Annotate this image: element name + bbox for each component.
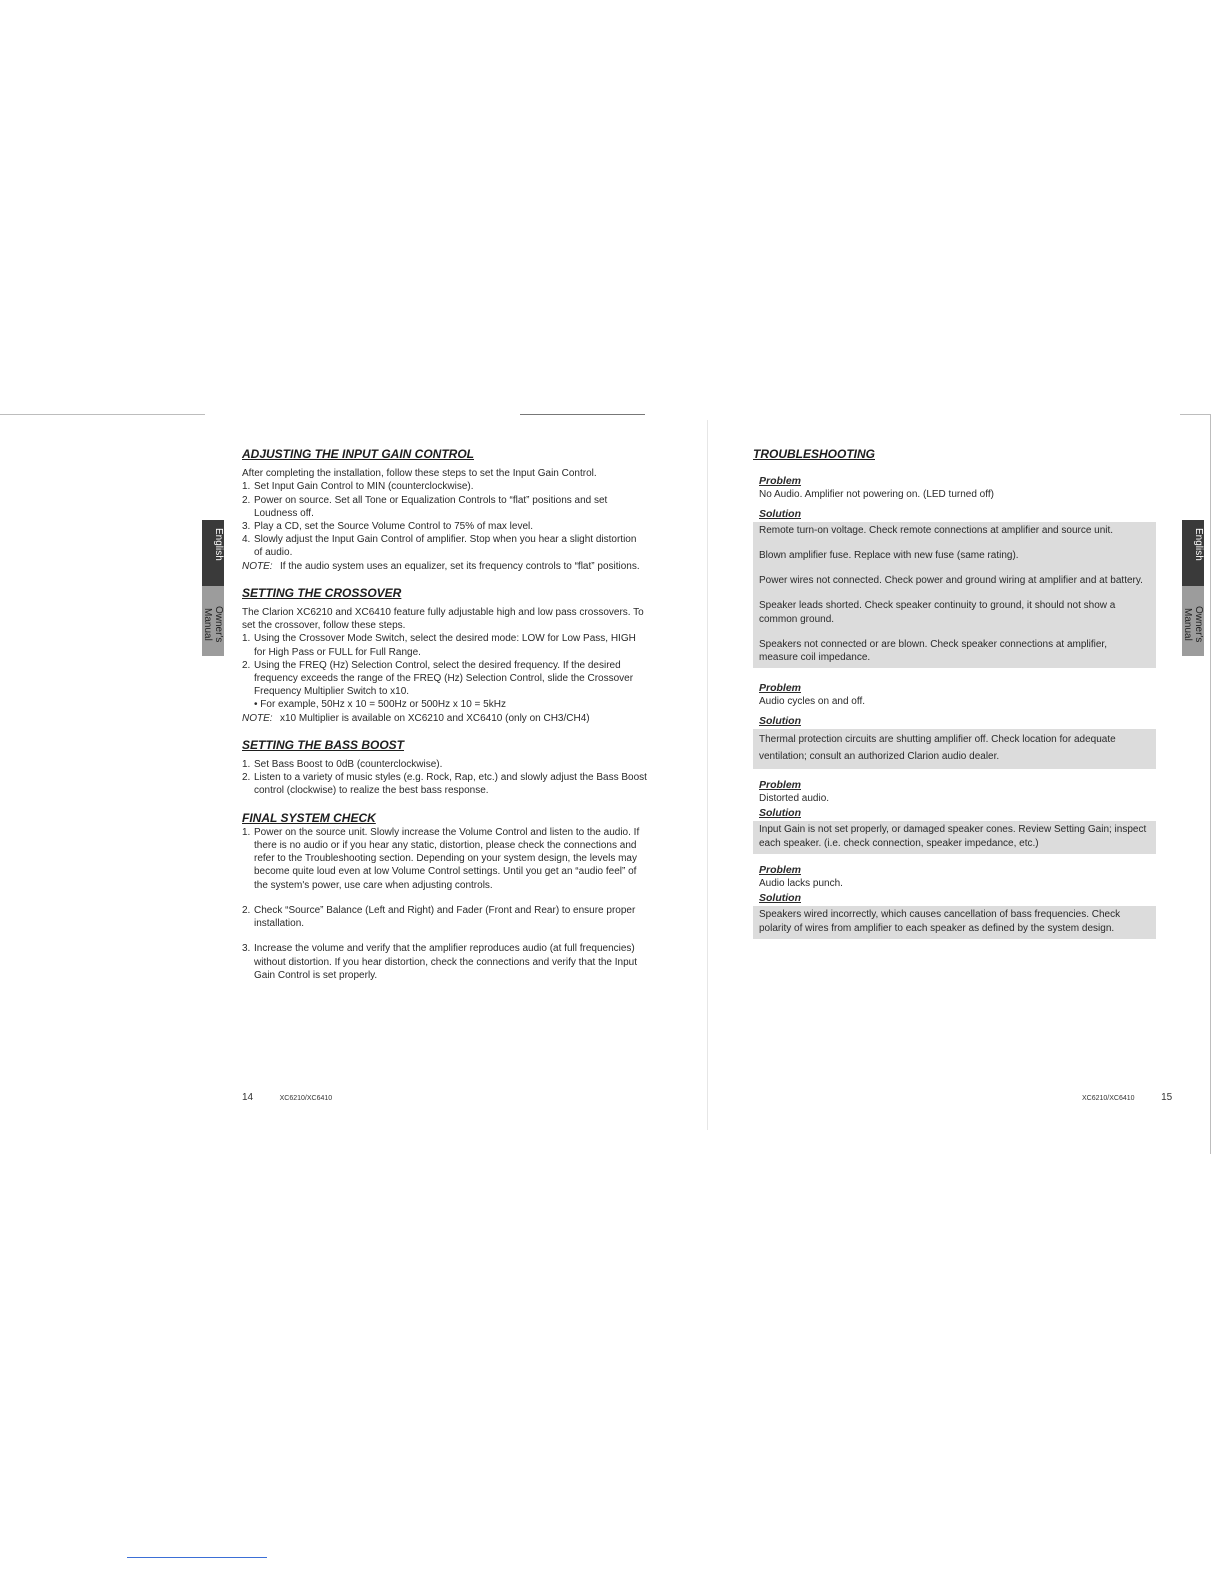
section-intro: After completing the installation, follow these steps to set the Input Gain Control.	[242, 468, 597, 480]
list-item	[242, 826, 647, 892]
step-number: 3.	[242, 943, 251, 955]
solution-text: Blown amplifier fuse. Replace with new fuse (same rating).	[759, 550, 1019, 562]
note-label: NOTE:	[242, 712, 273, 724]
step-text: Using the FREQ (Hz) Selection Control, select the desired frequency. If the desired frequency exceeds the range of the FREQ (Hz) Selection Control, slide the Crossover Frequency Multiplier Switch to x10.	[254, 659, 634, 698]
solution-box	[753, 906, 1156, 938]
manual-tab-label: Owner's Manual	[1182, 605, 1204, 643]
solution-text: Thermal protection circuits are shutting amplifier off. Check location for adequate ventilation; consult an authorized Clarion audio dealer.	[759, 733, 1116, 762]
step-text: Slowly adjust the Input Gain Control of amplifier. Stop when you hear a slight distortion of audio.	[254, 534, 637, 559]
problem-text: Audio cycles on and off.	[759, 696, 865, 708]
problem-text: Distorted audio.	[759, 793, 830, 805]
solution-box	[753, 821, 1156, 853]
top-rule-left	[0, 414, 205, 415]
top-rule-right	[1180, 414, 1210, 415]
problem-heading: Problem	[759, 682, 802, 695]
trouble-item	[753, 779, 1158, 854]
step-number: 1.	[242, 481, 251, 493]
list-item	[242, 942, 647, 982]
trouble-item	[753, 864, 1158, 939]
step-text: Play a CD, set the Source Volume Control to 75% of max level.	[254, 521, 534, 533]
step-text: Power on source. Set all Tone or Equalization Controls to “flat” positions and set Loudness off.	[254, 494, 608, 519]
step-number: 2.	[242, 772, 251, 784]
note-text: x10 Multiplier is available on XC6210 and XC6410 (only on CH3/CH4)	[280, 712, 590, 724]
trouble-item	[753, 475, 1158, 668]
manual-tab-left	[202, 586, 224, 656]
list-item	[242, 904, 647, 930]
right-edge-line	[1210, 414, 1211, 1154]
manual-tab-right	[1182, 586, 1204, 656]
language-tab-right	[1182, 520, 1204, 586]
problem-heading: Problem	[759, 863, 802, 876]
section-input-gain	[242, 448, 647, 573]
bottom-link-line	[127, 1557, 267, 1558]
solution-text: Speakers wired incorrectly, which causes cancellation of bass frequencies. Check polarity of wires from amplifier to each speaker as defined by the system design.	[759, 909, 1121, 934]
solution-text: Input Gain is not set properly, or damaged speaker cones. Review Setting Gain; inspect each speaker. (i.e. check connection, speaker impedance, etc.)	[759, 824, 1147, 849]
language-tab-label: English	[1193, 528, 1204, 561]
list-item	[242, 533, 647, 559]
note	[242, 712, 647, 725]
problem-heading: Problem	[759, 778, 802, 791]
step-text: Set Input Gain Control to MIN (counterclockwise).	[254, 481, 474, 493]
language-tab-left	[202, 520, 224, 586]
solution-text: Power wires not connected. Check power and ground wiring at amplifier and at battery.	[759, 575, 1143, 587]
left-page	[242, 448, 647, 982]
model-label: XC6210/XC6410	[279, 1095, 333, 1102]
section-final-check	[242, 812, 647, 982]
list-spacer	[242, 930, 647, 942]
note-text: If the audio system uses an equalizer, set its frequency controls to “flat” positions.	[280, 560, 640, 572]
list-item	[242, 659, 647, 699]
note-label: NOTE:	[242, 560, 273, 572]
manual-tab-label: Owner's Manual	[202, 605, 224, 643]
step-text: Using the Crossover Mode Switch, select the desired mode: LOW for Low Pass, HIGH for High Pass or FULL for Full Range.	[254, 633, 636, 658]
step-number: 2.	[242, 904, 251, 916]
step-number: 1.	[242, 826, 251, 838]
step-text: Increase the volume and verify that the amplifier reproduces audio (at full frequencies) without distortion. If you hear distortion, check the connections and verify that the Input Gain Control is set properly.	[254, 943, 637, 981]
step-number: 3.	[242, 521, 251, 533]
section-title: ADJUSTING THE INPUT GAIN CONTROL	[242, 447, 475, 461]
solution-heading: Solution	[759, 807, 801, 820]
right-page	[753, 448, 1158, 939]
section-bass-boost	[242, 739, 647, 798]
problem-heading: Problem	[759, 475, 802, 488]
steps-list	[242, 480, 647, 559]
page-number: 14	[242, 1092, 254, 1103]
solution-heading: Solution	[759, 892, 801, 905]
section-title: TROUBLESHOOTING	[753, 447, 875, 461]
step-number: 2.	[242, 494, 251, 506]
problem-text: No Audio. Amplifier not powering on. (LED turned off)	[759, 489, 994, 501]
solution-text: Speakers not connected or are blown. Check speaker connections at amplifier, measure coil impedance.	[759, 638, 1107, 664]
step-text: Set Bass Boost to 0dB (counterclockwise).	[254, 759, 443, 771]
solution-text: Remote turn-on voltage. Check remote connections at amplifier and source unit.	[759, 524, 1114, 536]
steps-list	[242, 632, 647, 698]
step-text: Check “Source” Balance (Left and Right) and Fader (Front and Rear) to ensure proper installation.	[254, 904, 636, 930]
example-text: • For example, 50Hz x 10 = 500Hz or 500Hz x 10 = 5kHz	[254, 699, 506, 711]
gutter-line	[707, 420, 708, 1130]
list-item	[242, 758, 647, 771]
model-label: XC6210/XC6410	[1082, 1095, 1135, 1102]
section-intro: The Clarion XC6210 and XC6410 feature fully adjustable high and low pass crossovers. To set the crossover, follow these steps.	[242, 607, 644, 632]
top-rule-center	[520, 414, 645, 415]
footer-right	[1082, 1092, 1172, 1103]
problem-text: Audio lacks punch.	[759, 878, 843, 890]
note	[242, 560, 647, 573]
solution-heading: Solution	[759, 714, 801, 727]
section-title: SETTING THE BASS BOOST	[242, 737, 405, 752]
solution-box	[753, 729, 1156, 769]
steps-list	[242, 826, 647, 982]
list-item	[242, 632, 647, 658]
trouble-item	[753, 682, 1158, 769]
list-item	[242, 480, 647, 493]
step-number: 2.	[242, 659, 251, 671]
solution-box	[753, 522, 1156, 668]
page-number: 15	[1161, 1092, 1173, 1103]
solution-text: Speaker leads shorted. Check speaker continuity to ground, it should not show a common ground.	[759, 600, 1116, 625]
step-number: 1.	[242, 759, 251, 771]
solution-heading: Solution	[759, 507, 801, 520]
section-title: FINAL SYSTEM CHECK	[242, 810, 376, 825]
step-text: Listen to a variety of music styles (e.g. Rock, Rap, etc.) and slowly adjust the Bass Boost control (clockwise) to realize the best bass response.	[254, 772, 647, 797]
list-item	[242, 520, 647, 533]
footer-left	[242, 1092, 332, 1103]
section-title: SETTING THE CROSSOVER	[242, 585, 402, 600]
step-text: Power on the source unit. Slowly increase the Volume Control and listen to the audio. If there is no audio or if you hear any static, distortion, please check the connections and refer to the Troubleshooting section. Depending on your system design, the levels may become quite loud even at low Volume Control settings. Until you get an “audio feel” of the system's power, use care when adjusting controls.	[254, 826, 640, 891]
steps-list	[242, 758, 647, 798]
step-number: 1.	[242, 633, 251, 645]
language-tab-label: English	[213, 528, 224, 561]
list-item	[242, 771, 647, 797]
step-number: 4.	[242, 534, 251, 546]
section-crossover	[242, 587, 647, 725]
list-spacer	[242, 892, 647, 904]
list-item	[242, 494, 647, 520]
